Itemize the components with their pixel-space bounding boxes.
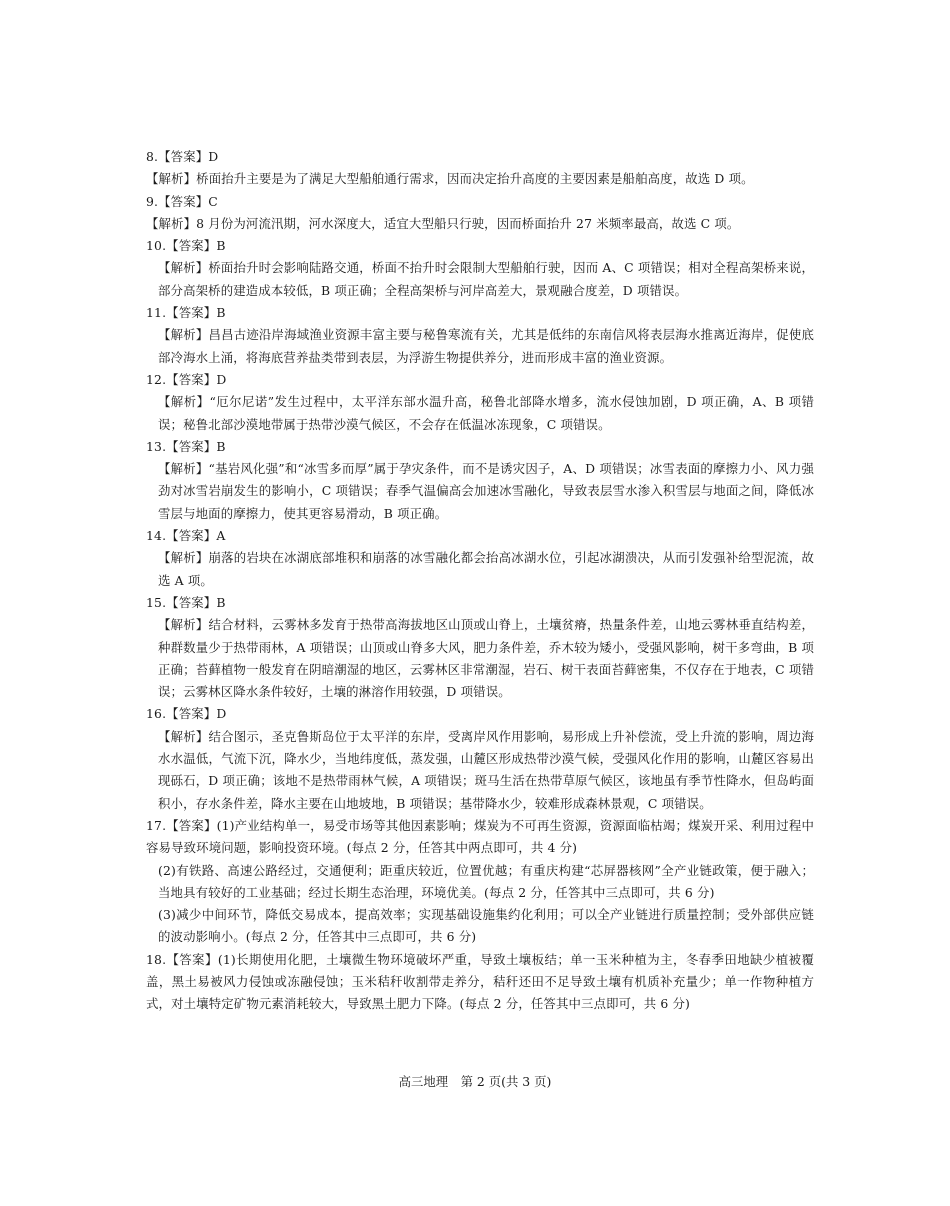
- answer-line: 12.【答案】D: [146, 371, 227, 387]
- answer-line: 16.【答案】D: [146, 706, 227, 722]
- answer-line: 9.【答案】C: [146, 193, 218, 209]
- answer-line: 10.【答案】B: [146, 238, 226, 254]
- answer-key-body: [146, 146, 814, 1016]
- explanation-text: 【解析】昌昌古迹沿岸海域渔业资源丰富主要与秘鲁寒流有关，尤其是低纬的东南信风将表层海水推离近海岸，促使底部冷海水上涌，将海底营养盐类带到表层，为浮游生物提供养分，进而形成丰富的渔业资源。: [158, 327, 814, 365]
- answer-line: 15.【答案】B: [146, 594, 226, 610]
- explanation-text: 【解析】“基岩风化强”和“冰雪多而厚”属于孕灾条件，而不是诱灾因子，A、D 项错误；冰雪表面的摩擦力小、风力强劲对冰雪岩崩发生的影响小，C 项错误；春季气温偏高会加速冰雪融化，导致表层雪水渗入积雪层与地面之间，降低冰雪层与地面的摩擦力，使其更容易滑动，B 项正确。: [158, 461, 814, 521]
- explanation-text: 【解析】结合图示，圣克鲁斯岛位于太平洋的东岸，受离岸风作用影响，易形成上升补偿流，受上升流的影响，周边海水水温低，气流下沉，降水少，当地纬度低，蒸发强，山麓区形成热带沙漠气候，受强风化作用的影响，山麓区容易出现砾石，D 项正确；该地不是热带雨林气候，A 项错误；斑马生活在热带草原气候区，该地虽有季节性降水，但岛屿面积小，存水条件差，降水主要在山地坡地，B 项错误；基带降水少，较难形成森林景观，C 项错误。: [158, 728, 814, 811]
- q17-part1: 17.【答案】(1)产业结构单一，易受市场等其他因素影响；煤炭为不可再生资源，资源面临枯竭；煤炭开采、利用过程中容易导致环境问题，影响投资环境。(每点 2 分，任答其中两点即可，共 4 分): [146, 817, 814, 856]
- explanation-text: 【解析】崩落的岩块在冰湖底部堆积和崩落的冰雪融化都会抬高冰湖水位，引起冰湖溃决，从而引发强补给型泥流，故选 A 项。: [158, 550, 814, 588]
- answer-line: 14.【答案】A: [146, 528, 226, 544]
- answer-line: 11.【答案】B: [146, 305, 226, 321]
- answer-line: 8.【答案】D: [146, 149, 219, 164]
- answer-line: 13.【答案】B: [146, 438, 226, 454]
- q17-part2: (2)有铁路、高速公路经过，交通便利；距重庆较近，位置优越；有重庆构建“芯屏器核网”全产业链政策，便于融入；当地具有较好的工业基础；经过长期生态治理，环境优美。(每点 2 分，任答其中三点即可，共 6 分): [158, 862, 814, 900]
- explanation-text: 【解析】桥面抬升主要是为了满足大型船舶通行需求，因而决定抬升高度的主要因素是船舶高度，故选 D 项。: [146, 171, 754, 187]
- q17-part3: (3)减少中间环节，降低交易成本，提高效率；实现基础设施集约化利用；可以全产业链进行质量控制；受外部供应链的波动影响小。(每点 2 分，任答其中三点即可，共 6 分): [158, 907, 814, 945]
- explanation-text: 【解析】桥面抬升时会影响陆路交通，桥面不抬升时会限制大型船舶行驶，因而 A、C 项错误；相对全程高架桥来说，部分高架桥的建造成本较低，B 项正确；全程高架桥与河岸高差大，景观融合度差，D 项错误。: [158, 260, 814, 298]
- explanation-text: 【解析】结合材料，云雾林多发育于热带高海拔地区山顶或山脊上，土壤贫瘠，热量条件差，山地云雾林垂直结构差，种群数量少于热带雨林，A 项错误；山顶或山脊多大风，肥力条件差，乔木较为矮小，受强风影响，树干多弯曲，B 项正确；苔藓植物一般发育在阴暗潮湿的地区，云雾林区非常潮湿，岩石、树干表面苔藓密集，不仅存在于地表，C 项错误；云雾林区降水条件较好，土壤的淋溶作用较强，D 项错误。: [158, 617, 814, 700]
- explanation-text: 【解析】“厄尔尼诺”发生过程中，太平洋东部水温升高，秘鲁北部降水增多，流水侵蚀加剧，D 项正确，A、B 项错误；秘鲁北部沙漠地带属于热带沙漠气候区，不会存在低温冰冻现象，C 项错误。: [158, 394, 814, 432]
- page-footer: 高三地理 第 2 页(共 3 页): [398, 1074, 552, 1089]
- explanation-text: 【解析】8 月份为河流汛期，河水深度大，适宜大型船只行驶，因而桥面抬升 27 米频率最高，故选 C 项。: [146, 215, 740, 231]
- q18-part1: 18.【答案】(1)长期使用化肥，土壤微生物环境破坏严重，导致土壤板结；单一玉米种植为主，冬春季田地缺少植被覆盖，黑土易被风力侵蚀或冻融侵蚀；玉米秸秆收割带走养分，秸秆还田不足导致土壤有机质补充量少；单一作物种植方式，对土壤特定矿物元素消耗较大，导致黑土肥力下降。(每点 2 分，任答其中三点即可，共 6 分): [146, 951, 814, 1012]
